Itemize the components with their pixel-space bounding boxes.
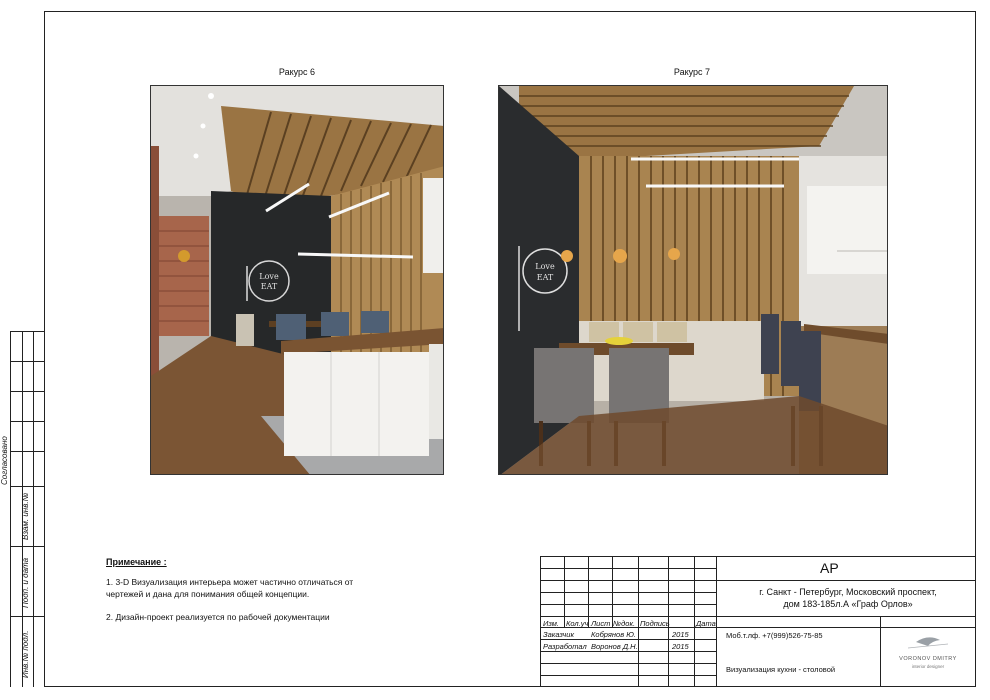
designer-phone: Моб.т.лф. +7(999)526-75-85 bbox=[726, 631, 823, 640]
side-stamp-agreed: Согласовано bbox=[0, 436, 9, 485]
svg-text:EAT: EAT bbox=[260, 282, 278, 291]
view-caption-6: Ракурс 6 bbox=[278, 67, 316, 77]
view-caption-7: Ракурс 7 bbox=[673, 67, 711, 77]
customer-year: 2015 bbox=[672, 630, 689, 639]
doc-code: АР bbox=[820, 560, 839, 576]
side-stamp-inv-no: Инв.№ подл. bbox=[21, 630, 30, 678]
header-data: Дата bbox=[696, 619, 716, 628]
customer-role: Заказчик bbox=[543, 630, 574, 639]
header-ndok: №док. bbox=[613, 619, 636, 628]
address-line-1: г. Санкт - Петербург, Московский проспект, bbox=[759, 587, 937, 597]
address-line-2: дом 183-185л.А «Граф Орлов» bbox=[783, 599, 913, 609]
designer-logo bbox=[886, 622, 970, 682]
logo-subtext: interior designer bbox=[911, 664, 945, 669]
header-podpis: Подпись bbox=[640, 619, 670, 628]
render-view-6 bbox=[150, 85, 444, 475]
note-item-1: 1. 3-D Визуализация интерьера может частично отличаться от чертежей и дана для понимания общей концепции. bbox=[106, 577, 354, 599]
render-view-7 bbox=[498, 85, 888, 475]
header-list: Лист bbox=[591, 619, 611, 628]
developer-role: Разработал bbox=[543, 642, 587, 651]
developer-name: Воронов Д.Н. bbox=[591, 642, 638, 651]
svg-text:EAT: EAT bbox=[536, 273, 554, 282]
header-kol-uch: Кол.уч bbox=[566, 619, 589, 628]
sheet-title: Визуализация кухни - столовой bbox=[726, 665, 836, 674]
side-stamp-sign-date: Подп. и дата bbox=[21, 557, 30, 608]
notes-title: Примечание : bbox=[106, 557, 167, 567]
customer-name: Кобрянов Ю. bbox=[591, 630, 636, 639]
side-stamp-replaced-inv: Взам. инв.№ bbox=[21, 492, 30, 540]
svg-text:Love: Love bbox=[259, 272, 279, 281]
bird-logo-icon bbox=[886, 622, 970, 682]
note-item-2: 2. Дизайн-проект реализуется по рабочей документации bbox=[106, 612, 330, 622]
svg-text:Love: Love bbox=[535, 262, 555, 271]
header-izm: Изм. bbox=[543, 619, 559, 628]
logo-text: VORONOV DMITRY bbox=[899, 656, 957, 662]
developer-year: 2015 bbox=[672, 642, 689, 651]
title-block bbox=[540, 556, 976, 687]
